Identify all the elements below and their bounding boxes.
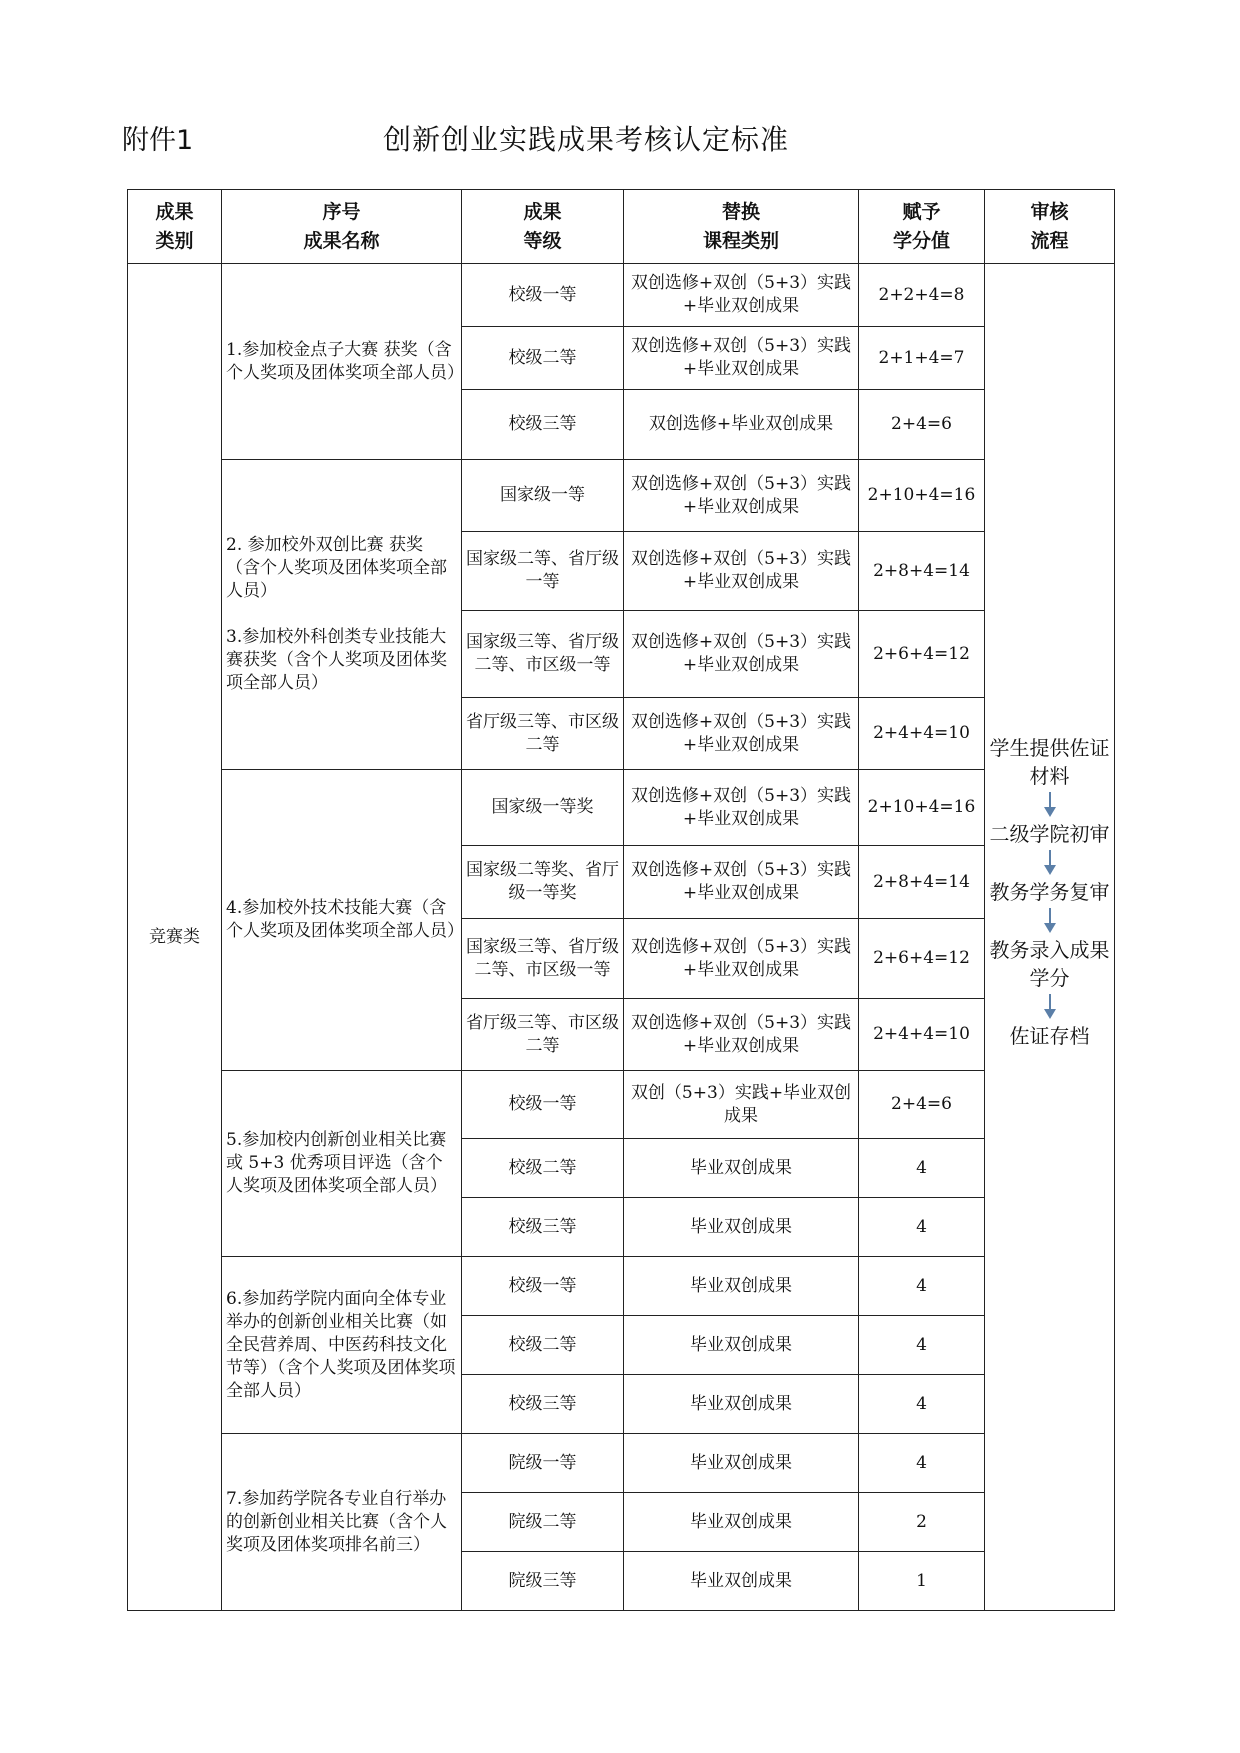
table-row [128,1434,1115,1493]
credit-cell: 4 [859,1198,985,1257]
table-header-row [128,190,1115,264]
process-step-first-review: 二级学院初审 [989,822,1110,846]
level-cell: 校级三等 [462,390,624,460]
item-name: 4.参加校外技术技能大赛（含个人奖项及团体奖项全部人员） [222,770,462,1071]
credit-cell: 4 [859,1434,985,1493]
credit-cell: 4 [859,1316,985,1375]
level-cell: 院级一等 [462,1434,624,1493]
course-cell: 毕业双创成果 [624,1375,859,1434]
arrow-down-icon [985,790,1114,820]
credit-cell: 2+10+4=16 [859,770,985,846]
category-cell: 竞赛类 [128,264,222,1611]
level-cell: 国家级二等奖、省厅级一等奖 [462,846,624,919]
course-cell: 毕业双创成果 [624,1316,859,1375]
course-cell: 毕业双创成果 [624,1139,859,1198]
header-category: 成果 类别 [128,190,222,264]
credit-cell: 2+4+4=10 [859,698,985,770]
course-cell: 双创选修+双创（5+3）实践+毕业双创成果 [624,999,859,1071]
header-name: 序号 成果名称 [222,190,462,264]
credit-cell: 2+10+4=16 [859,460,985,532]
credit-cell: 2+4+4=10 [859,999,985,1071]
credit-cell: 2+8+4=14 [859,846,985,919]
credit-cell: 4 [859,1139,985,1198]
item-name: 1.参加校金点子大赛 获奖（含个人奖项及团体奖项全部人员） [222,264,462,460]
level-cell: 校级二等 [462,327,624,390]
level-cell: 国家级二等、省厅级一等 [462,532,624,611]
item-name: 5.参加校内创新创业相关比赛或 5+3 优秀项目评选（含个人奖项及团体奖项全部人员） [222,1071,462,1257]
arrow-down-icon [985,848,1114,878]
standards-table [127,189,1115,1611]
header-course: 替换 课程类别 [624,190,859,264]
level-cell: 校级一等 [462,1071,624,1139]
attachment-label: 附件1 [122,125,194,156]
item-name: 7.参加药学院各专业自行举办的创新创业相关比赛（含个人奖项及团体奖项排名前三） [222,1434,462,1611]
course-cell: 双创选修+双创（5+3）实践+毕业双创成果 [624,919,859,999]
level-cell: 校级一等 [462,264,624,327]
course-cell: 双创选修+双创（5+3）实践+毕业双创成果 [624,770,859,846]
course-cell: 毕业双创成果 [624,1552,859,1611]
level-cell: 校级三等 [462,1198,624,1257]
item-name [222,460,462,770]
course-cell: 毕业双创成果 [624,1198,859,1257]
level-cell: 校级一等 [462,1257,624,1316]
process-step-submit: 学生提供佐证材料 [989,736,1110,788]
table-row [128,264,1115,327]
credit-cell: 4 [859,1257,985,1316]
credit-cell: 2+6+4=12 [859,611,985,698]
course-cell: 双创选修+双创（5+3）实践+毕业双创成果 [624,611,859,698]
course-cell: 双创选修+双创（5+3）实践+毕业双创成果 [624,460,859,532]
credit-cell: 2+8+4=14 [859,532,985,611]
arrow-down-icon [985,992,1114,1022]
table-row [128,1257,1115,1316]
credit-cell: 4 [859,1375,985,1434]
course-cell: 双创选修+双创（5+3）实践+毕业双创成果 [624,327,859,390]
level-cell: 省厅级三等、市区级二等 [462,698,624,770]
table-row [128,770,1115,846]
process-step-record: 教务录入成果学分 [989,938,1110,990]
item-name: 6.参加药学院内面向全体专业举办的创新创业相关比赛（如全民营养周、中医药科技文化节等）（含个人奖项及团体奖项全部人员） [222,1257,462,1434]
process-step-archive: 佐证存档 [1009,1024,1090,1048]
process-cell [985,264,1115,1611]
level-cell: 校级二等 [462,1316,624,1375]
course-cell: 毕业双创成果 [624,1434,859,1493]
table-row [128,1071,1115,1139]
credit-cell: 2+4=6 [859,390,985,460]
level-cell: 校级三等 [462,1375,624,1434]
level-cell: 校级二等 [462,1139,624,1198]
course-cell: 毕业双创成果 [624,1493,859,1552]
course-cell: 双创选修+双创（5+3）实践+毕业双创成果 [624,532,859,611]
header-process: 审核 流程 [985,190,1115,264]
course-cell: 双创选修+毕业双创成果 [624,390,859,460]
level-cell: 国家级三等、省厅级二等、市区级一等 [462,611,624,698]
level-cell: 省厅级三等、市区级二等 [462,999,624,1071]
level-cell: 国家级三等、省厅级二等、市区级一等 [462,919,624,999]
course-cell: 毕业双创成果 [624,1257,859,1316]
credit-cell: 2+2+4=8 [859,264,985,327]
credit-cell: 2 [859,1493,985,1552]
process-flow [985,734,1114,1050]
level-cell: 国家级一等 [462,460,624,532]
course-cell: 双创选修+双创（5+3）实践+毕业双创成果 [624,698,859,770]
level-cell: 国家级一等奖 [462,770,624,846]
course-cell: 双创选修+双创（5+3）实践+毕业双创成果 [624,264,859,327]
level-cell: 院级二等 [462,1493,624,1552]
credit-cell: 1 [859,1552,985,1611]
item-name-2: 2. 参加校外双创比赛 获奖（含个人奖项及团体奖项全部人员） [226,535,447,601]
item-name-3: 3.参加校外科创类专业技能大赛获奖（含个人奖项及团体奖项全部人员） [226,627,447,693]
arrow-down-icon [985,906,1114,936]
header-credit: 赋予 学分值 [859,190,985,264]
course-cell: 双创（5+3）实践+毕业双创成果 [624,1071,859,1139]
level-cell: 院级三等 [462,1552,624,1611]
table-row [128,460,1115,532]
credit-cell: 2+4=6 [859,1071,985,1139]
credit-cell: 2+6+4=12 [859,919,985,999]
process-step-second-review: 教务学务复审 [989,880,1110,904]
document-title: 创新创业实践成果考核认定标准 [383,123,790,156]
course-cell: 双创选修+双创（5+3）实践+毕业双创成果 [624,846,859,919]
header-level: 成果 等级 [462,190,624,264]
credit-cell: 2+1+4=7 [859,327,985,390]
